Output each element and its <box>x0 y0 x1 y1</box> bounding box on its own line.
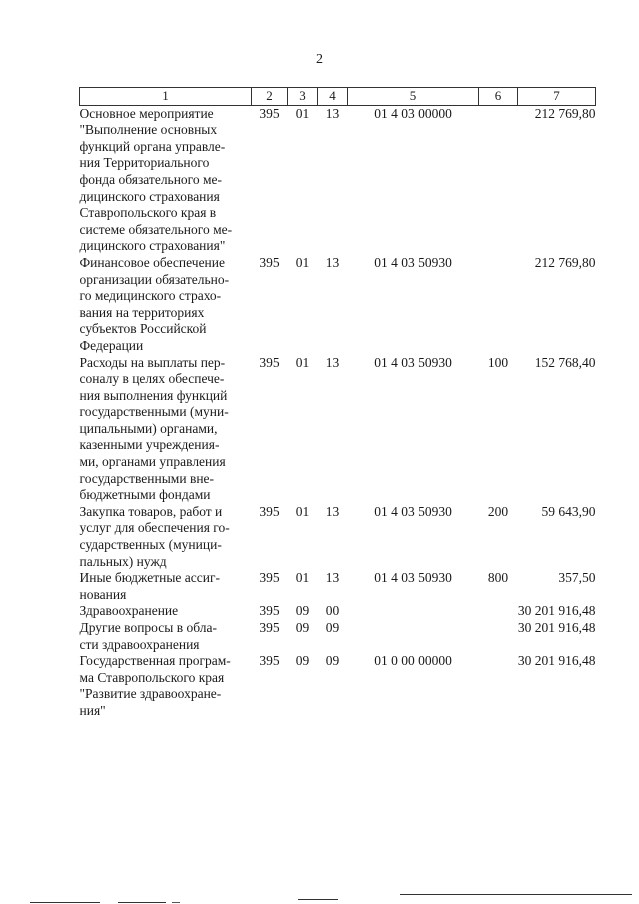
row-amount: 212 769,80 <box>534 105 596 121</box>
budget-table <box>79 87 596 720</box>
row-code-2: 395 <box>259 503 280 519</box>
row-code-6: 800 <box>487 570 509 586</box>
row-code-4: 09 <box>325 653 340 669</box>
row-code-4: 13 <box>325 570 340 586</box>
row-name: Другие вопросы в обла- сти здравоохранения <box>79 620 217 652</box>
row-code-5: 01 4 03 50930 <box>374 354 452 370</box>
row-code-5: 01 4 03 50930 <box>374 503 452 519</box>
table-row <box>80 504 596 570</box>
table-row <box>80 603 596 620</box>
row-code-2: 395 <box>259 653 280 669</box>
footer-rule <box>400 894 632 895</box>
row-code-6: 100 <box>487 354 509 370</box>
column-header: 6 <box>479 88 518 106</box>
row-code-2: 395 <box>259 354 280 370</box>
row-code-4: 13 <box>325 105 340 121</box>
row-code-5: 01 0 00 00000 <box>374 653 452 669</box>
row-code-5: 01 4 03 50930 <box>374 570 452 586</box>
table-row <box>80 653 596 719</box>
column-header: 7 <box>518 88 596 106</box>
row-code-6 <box>479 603 518 620</box>
row-code-3: 01 <box>295 254 310 270</box>
row-code-4: 09 <box>325 620 340 635</box>
footer-rule <box>118 902 166 903</box>
row-code-3: 01 <box>295 570 310 586</box>
table-header-row <box>80 88 596 106</box>
row-name: Основное мероприятие "Выполнение основных функций органа управле- ния Территориального фонда обязательного ме- дицинского страхования Ставропольского края в системе обязательного ме- дицинского страхования" <box>79 105 233 254</box>
footer-rule <box>30 902 100 903</box>
row-code-3: 01 <box>295 503 310 519</box>
row-code-3: 01 <box>295 105 310 121</box>
row-code-2: 395 <box>259 570 280 586</box>
row-code-3: 01 <box>295 354 310 370</box>
row-code-3: 09 <box>295 653 310 669</box>
row-code-5 <box>348 620 479 653</box>
column-header: 4 <box>318 88 348 106</box>
row-amount: 30 201 916,48 <box>517 653 596 669</box>
page-number: 2 <box>316 52 323 67</box>
row-code-2: 395 <box>259 254 280 270</box>
row-amount: 357,50 <box>558 570 596 586</box>
row-code-2: 395 <box>259 105 280 121</box>
row-code-6 <box>479 105 518 255</box>
row-code-6 <box>479 255 518 355</box>
row-code-6 <box>479 620 518 653</box>
footer-rule <box>172 902 180 903</box>
row-code-2: 395 <box>259 620 280 635</box>
row-code-3: 09 <box>295 603 310 619</box>
table-row <box>80 255 596 355</box>
column-header: 5 <box>348 88 479 106</box>
column-header: 2 <box>252 88 288 106</box>
row-name: Государственная програм- ма Ставропольского края "Развитие здравоохране- ния" <box>79 653 231 718</box>
table-row <box>80 570 596 603</box>
column-header: 3 <box>288 88 318 106</box>
row-code-2: 395 <box>259 603 280 619</box>
row-code-4: 13 <box>325 354 340 370</box>
column-header: 1 <box>80 88 252 106</box>
row-name: Иные бюджетные ассиг- нования <box>79 570 220 602</box>
row-name: Финансовое обеспечение организации обязательно- го медицинского страхо- вания на территориях субъектов Российской Федерации <box>79 254 230 353</box>
row-amount: 30 201 916,48 <box>517 603 596 619</box>
row-code-4: 13 <box>325 503 340 519</box>
row-name: Закупка товаров, работ и услуг для обеспечения го- сударственных (муници- пальных) нужд <box>79 503 230 569</box>
row-code-5: 01 4 03 00000 <box>374 105 452 121</box>
row-code-4: 00 <box>325 603 340 619</box>
row-amount: 152 768,40 <box>534 354 596 370</box>
row-code-5 <box>348 603 479 620</box>
table-row <box>80 105 596 255</box>
row-name: Здравоохранение <box>79 603 179 619</box>
row-code-4: 13 <box>325 254 340 270</box>
row-amount: 59 643,90 <box>541 503 596 519</box>
row-code-5: 01 4 03 50930 <box>374 254 452 270</box>
table-body <box>80 105 596 719</box>
row-amount: 212 769,80 <box>534 254 596 270</box>
footer-rule <box>298 899 338 900</box>
row-code-3: 09 <box>295 620 310 635</box>
table-row <box>80 355 596 504</box>
row-amount: 30 201 916,48 <box>517 620 596 635</box>
row-code-6 <box>479 653 518 719</box>
row-code-6: 200 <box>487 503 509 519</box>
table-row <box>80 620 596 653</box>
row-name: Расходы на выплаты пер- соналу в целях обеспече- ния выполнения функций государственными (муни- ципальными) органами, казенными учреждения- ми, органами управления государственными вне- бюджетными фондами <box>79 354 229 503</box>
